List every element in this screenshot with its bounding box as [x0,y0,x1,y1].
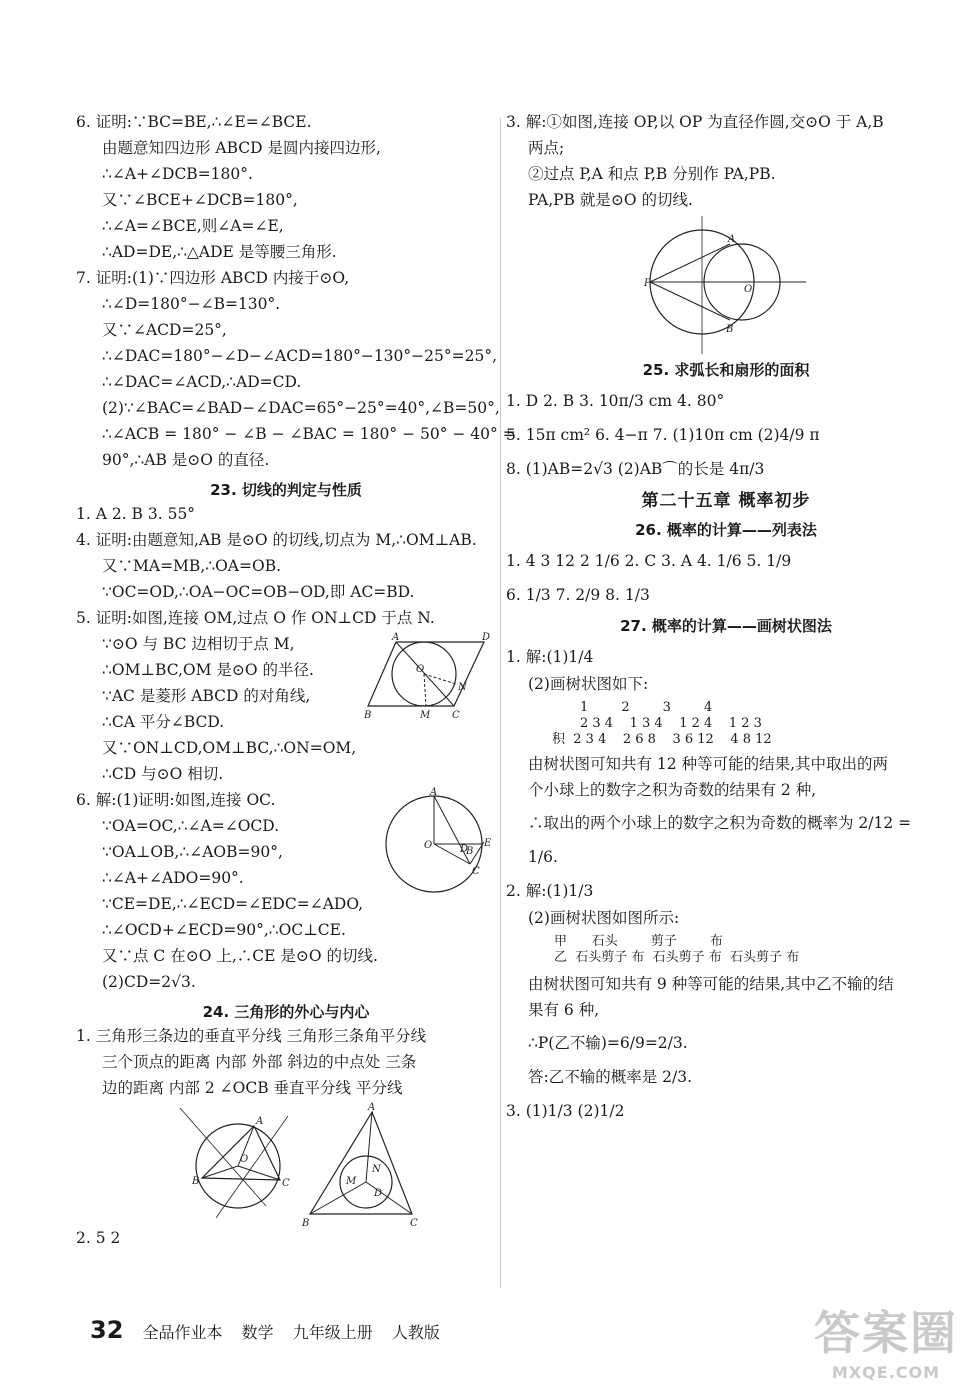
text-line: ∴取出的两个小球上的数字之积为奇数的概率为 2/12 = [528,814,912,832]
text-line: 两点; [528,139,565,157]
svg-text:N: N [372,1164,381,1175]
text-line: 5. 证明:如图,连接 OM,过点 O 作 ON⊥CD 于点 N. [76,609,435,627]
section-heading-23: 23. 切线的判定与性质 [210,481,362,499]
text-line: ∴∠A+∠DCB=180°. [102,165,253,183]
svg-text:D: D [482,632,491,643]
figure-3-block [506,216,946,356]
text-line: 个小球上的数字之积为奇数的结果有 2 种, [528,781,817,799]
text-line: 6. 证明:∵BC=BE,∴∠E=∠BCE. [76,113,312,131]
text-line: 边的距离 内部 2 ∠OCB 垂直平分线 平分线 [102,1079,403,1097]
text-line: 又∵∠ACD=25°, [102,321,227,339]
circumcircle-figure [176,1106,296,1226]
svg-text:D: D [374,1188,383,1199]
tree-diagram-2 [506,934,946,974]
text-line: PA,PB 就是⊙O 的切线. [528,191,693,209]
grade-label: 九年级上册 [292,1323,373,1342]
text-line: ∴OM⊥BC,OM 是⊙O 的半径. [102,661,314,679]
tangent-construction-figure [646,216,816,356]
text-line: 3. (1)1/3 (2)1/2 [506,1102,625,1120]
text-line: 7. 证明:(1)∵四边形 ABCD 内接于⊙O, [76,269,350,287]
svg-text:P: P [644,278,651,289]
text-line: ∴∠A+∠ADO=90°. [102,869,244,887]
svg-text:B: B [192,1176,200,1187]
text-line: ∵AC 是菱形 ABCD 的对角线, [102,687,311,705]
subject-label: 数学 [241,1323,274,1342]
svg-text:B: B [302,1218,310,1229]
incircle-figure [302,1104,422,1228]
text-line: 4. 证明:由题意知,AB 是⊙O 的切线,切点为 M,∴OM⊥AB. [76,531,477,549]
text-line: ∴∠D=180°−∠B=130°. [102,295,281,313]
svg-text:B: B [726,324,734,335]
svg-text:B: B [466,846,474,857]
text-line: ∴∠OCD+∠ECD=90°,∴OC⊥CE. [102,921,346,939]
svg-text:A: A [368,1102,376,1113]
text-line: 90°,∴AB 是⊙O 的直径. [102,451,270,469]
text-line: 2. 解:(1)1/3 [506,882,594,900]
text-line: 3. 解:①如图,连接 OP,以 OP 为直径作圆,交⊙O 于 A,B [506,113,884,131]
tree-row: 1 2 3 4 [580,700,713,715]
right-column [506,112,946,1128]
watermark-logo [814,1297,958,1382]
text-line: 2. 5 2 [76,1229,121,1247]
text-line: 1. 三角形三条边的垂直平分线 三角形三条角平分线 [76,1027,427,1045]
text-line: 由树状图可知共有 9 种等可能的结果,其中乙不输的结 [528,975,894,993]
text-line: 8. (1)AB=2√3 (2)AB⌒的长是 4π/3 [506,460,765,478]
text-line: 由树状图可知共有 12 种等可能的结果,其中取出的两 [528,755,889,773]
svg-text:D: D [460,844,469,855]
text-line: 1. 4 3 12 2 1/6 2. C 3. A 4. 1/6 5. 1/9 [506,552,792,570]
text-line: ∵⊙O 与 BC 边相切于点 M, [102,635,295,653]
page-number: 32 [90,1316,124,1344]
svg-text:O: O [416,664,425,675]
text-line: (2)画树状图如下: [528,675,649,693]
text-line: ∵OC=OD,∴OA−OC=OB−OD,即 AC=BD. [102,583,415,601]
tree-diagram-1 [506,700,946,754]
section-heading-24: 24. 三角形的外心与内心 [202,1003,370,1021]
text-line: ∵CE=DE,∴∠ECD=∠EDC=∠ADO, [102,895,364,913]
text-line: ∴CA 平分∠BCD. [102,713,225,731]
page-footer [90,1316,454,1344]
text-line: 由题意知四边形 ABCD 是圆内接四边形, [102,139,381,157]
figure-5-block [76,634,496,790]
tree-row: 积 2 3 4 2 6 8 3 6 12 4 8 12 [552,732,772,747]
text-line: 又∵点 C 在⊙O 上,∴CE 是⊙O 的切线. [102,947,378,965]
edition-label: 人教版 [391,1323,440,1342]
chapter-heading: 第二十五章 概率初步 [641,491,811,511]
figure-6-block [76,787,496,998]
text-line: (2)画树状图如图所示: [528,909,680,927]
text-line: 1/6. [528,848,558,866]
svg-text:E: E [484,838,492,849]
text-line: 6. 1/3 7. 2/9 8. 1/3 [506,586,650,604]
svg-text:N: N [458,682,467,693]
text-line: ∴∠DAC=∠ACD,∴AD=CD. [102,373,302,391]
text-line: 答:乙不输的概率是 2/3. [528,1068,693,1086]
text-line: 1. D 2. B 3. 10π/3 cm 4. 80° [506,392,725,410]
svg-text:C: C [472,866,480,877]
section-heading-25: 25. 求弧长和扇形的面积 [642,361,810,379]
text-line: ∴AD=DE,∴△ADE 是等腰三角形. [102,243,337,261]
text-line: ∴∠ACB = 180° − ∠B − ∠BAC = 180° − 50° − 40° = [102,425,516,443]
text-line: 又∵∠BCE+∠DCB=180°, [102,191,298,209]
text-line: 又∵MA=MB,∴OA=OB. [102,557,282,575]
text-line: 5. 15π cm² 6. 4−π 7. (1)10π cm (2)4/9 π [506,426,820,444]
text-line: ∴∠DAC=180°−∠D−∠ACD=180°−130°−25°=25°, [102,347,498,365]
svg-text:O: O [424,840,433,851]
text-line: ∵OA=OC,∴∠A=∠OCD. [102,817,280,835]
text-line: (2)∵∠BAC=∠BAD−∠DAC=65°−25°=40°,∠B=50°, [102,399,500,417]
svg-text:M: M [346,1176,357,1187]
svg-text:A: A [392,632,400,643]
tree-row: 2 3 4 1 3 4 1 2 4 1 2 3 [580,716,762,731]
text-line: 三个顶点的距离 内部 外部 斜边的中点处 三条 [102,1053,417,1071]
circle-tangent-figure [386,787,496,900]
text-line: 又∵ON⊥CD,OM⊥BC,∴ON=OM, [102,739,357,757]
svg-text:A: A [430,787,438,798]
tree-row: 乙 石头剪子 布 石头剪子 布 石头剪子 布 [554,950,800,965]
column-divider [500,118,501,1288]
svg-text:M: M [420,710,431,721]
figure-24-block [76,1104,496,1228]
text-line: 果有 6 种, [528,1001,600,1019]
rhombus-circle-figure [366,634,496,720]
left-column [76,112,516,1254]
text-line: ∵OA⊥OB,∴∠AOB=90°, [102,843,283,861]
svg-text:O: O [744,284,753,295]
tree-row: 甲 石头 剪子 布 [554,934,723,949]
text-line: ∴CD 与⊙O 相切. [102,765,224,783]
svg-text:C: C [452,710,460,721]
text-line: (2)CD=2√3. [102,973,196,991]
text-line: ∴P(乙不输)=6/9=2/3. [528,1034,688,1052]
section-heading-26: 26. 概率的计算——列表法 [635,521,817,539]
book-title: 全品作业本 [142,1323,223,1342]
section-heading-27: 27. 概率的计算——画树状图法 [620,617,832,635]
svg-text:C: C [282,1178,290,1189]
text-line: 1. A 2. B 3. 55° [76,505,196,523]
svg-text:B: B [364,710,372,721]
svg-text:C: C [410,1218,418,1229]
text-line: 1. 解:(1)1/4 [506,648,594,666]
svg-text:A: A [256,1116,264,1127]
svg-text:A: A [728,234,736,245]
text-line: 6. 解:(1)证明:如图,连接 OC. [76,791,276,809]
text-line: ②过点 P,A 和点 P,B 分别作 PA,PB. [528,165,776,183]
watermark-main: 答案圈 [814,1306,958,1360]
watermark-url: MXQE.COM [831,1363,941,1382]
text-line: ∴∠A=∠BCE,则∠A=∠E, [102,217,284,235]
svg-text:O: O [240,1154,249,1165]
